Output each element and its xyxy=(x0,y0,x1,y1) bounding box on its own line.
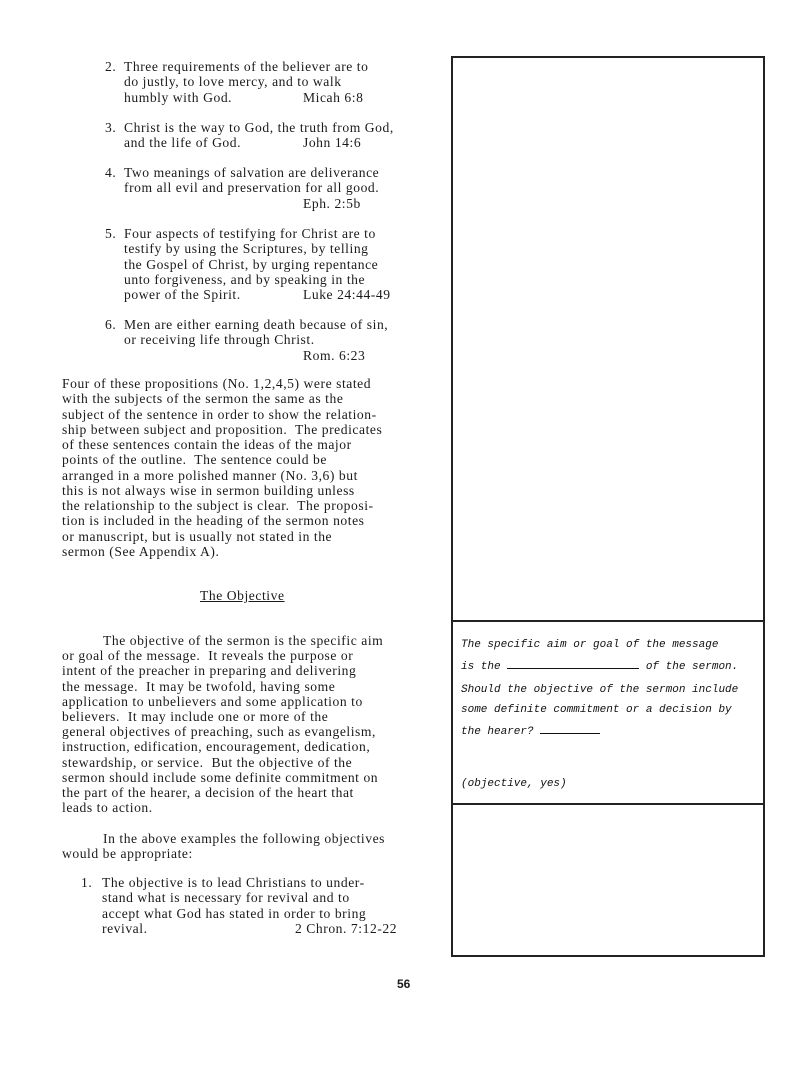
paragraph-line: ship between subject and proposition. The predicates xyxy=(62,421,383,437)
scripture-reference: John 14:6 xyxy=(303,135,362,151)
paragraph-line: intent of the preacher in preparing and delivering xyxy=(62,663,357,679)
objective-line: stand what is necessary for revival and to xyxy=(102,890,350,906)
paragraph-line: or goal of the message. It reveals the purpose or xyxy=(62,648,354,664)
paragraph-line: would be appropriate: xyxy=(62,846,193,862)
question-2-line-1: Should the objective of the sermon include xyxy=(461,684,739,696)
proposition-line: Two meanings of salvation are deliverance xyxy=(124,165,380,180)
proposition-number: 2. xyxy=(105,59,117,74)
answer-key: (objective, yes) xyxy=(461,778,567,790)
paragraph-line: subject of the sentence in order to show the relation- xyxy=(62,406,377,422)
paragraph-line: sermon (See Appendix A). xyxy=(62,543,220,559)
paragraph-line: application to unbelievers and some application to xyxy=(62,693,363,709)
paragraph-line: the message. It may be twofold, having some xyxy=(62,678,336,694)
paragraph-line: leads to action. xyxy=(62,800,153,816)
paragraph-line: believers. It may include one or more of the xyxy=(62,709,329,724)
proposition-line: unto forgiveness, and by speaking in the xyxy=(124,271,366,287)
proposition-line: Four aspects of testifying for Christ are to xyxy=(124,226,376,241)
paragraph-line: the relationship to the subject is clear. The proposi- xyxy=(62,498,374,513)
paragraph-line: this is not always wise in sermon building unless xyxy=(62,482,355,498)
q1-post: of the sermon. xyxy=(645,661,739,673)
objective-line: The objective is to lead Christians to under- xyxy=(102,875,365,890)
question-2-line-3 xyxy=(461,723,600,739)
paragraph-line: Four of these propositions (No. 1,2,4,5) were stated xyxy=(62,376,372,391)
scripture-reference: 2 Chron. 7:12-22 xyxy=(295,920,398,936)
proposition-line: the Gospel of Christ, by urging repentance xyxy=(124,256,379,272)
page-number: 56 xyxy=(397,977,411,991)
proposition-line: or receiving life through Christ. xyxy=(124,332,315,348)
paragraph-line: tion is included in the heading of the sermon notes xyxy=(62,513,365,529)
paragraph-line: with the subjects of the sermon the same as the xyxy=(62,391,344,407)
paragraph-line: arranged in a more polished manner (No. 3,6) but xyxy=(62,467,358,483)
scripture-reference: Eph. 2:5b xyxy=(303,195,361,211)
proposition-line: testify by using the Scriptures, by telling xyxy=(124,241,369,257)
q2-end: the hearer? xyxy=(461,726,534,738)
paragraph-line: sermon should include some definite commitment on xyxy=(62,769,379,785)
proposition-number: 6. xyxy=(105,317,117,332)
proposition-line: Christ is the way to God, the truth from God, xyxy=(124,120,394,135)
paragraph-line: points of the outline. The sentence could be xyxy=(62,452,327,468)
proposition-number: 4. xyxy=(105,165,117,180)
proposition-line: Men are either earning death because of sin, xyxy=(124,317,389,332)
scripture-reference: Rom. 6:23 xyxy=(303,347,366,363)
proposition-line: power of the Spirit. xyxy=(124,287,241,303)
paragraph-line: or manuscript, but is usually not stated in the xyxy=(62,528,333,544)
paragraph-line: The objective of the sermon is the specific aim xyxy=(103,633,384,648)
paragraph-line: instruction, edification, encouragement, dedication, xyxy=(62,739,371,755)
scripture-reference: Luke 24:44-49 xyxy=(303,287,391,303)
paragraph-line: the part of the hearer, a decision of the heart that xyxy=(62,785,354,800)
proposition-line: from all evil and preservation for all good. xyxy=(124,180,380,196)
box-divider xyxy=(453,803,763,805)
question-2-line-2: some definite commitment or a decision by xyxy=(461,704,732,716)
objective-line: revival. xyxy=(102,920,148,936)
box-divider xyxy=(453,620,763,622)
margin-exercise-box xyxy=(451,56,765,957)
proposition-number: 3. xyxy=(105,120,117,135)
paragraph-line: In the above examples the following objectives xyxy=(103,831,385,846)
scripture-reference: Micah 6:8 xyxy=(303,89,364,105)
paragraph-line: of these sentences contain the ideas of the major xyxy=(62,437,352,452)
question-1-line-2 xyxy=(461,658,738,674)
answer-blank xyxy=(507,658,639,669)
proposition-line: and the life of God. xyxy=(124,135,242,151)
objective-line: accept what God has stated in order to bring xyxy=(102,905,367,921)
proposition-line: humbly with God. xyxy=(124,89,233,105)
objective-number: 1. xyxy=(81,875,93,890)
paragraph-line: stewardship, or service. But the objective of the xyxy=(62,754,353,770)
question-1-line-1: The specific aim or goal of the message xyxy=(461,639,719,651)
proposition-number: 5. xyxy=(105,226,117,241)
paragraph-line: general objectives of preaching, such as evangelism, xyxy=(62,724,376,740)
proposition-line: do justly, to love mercy, and to walk xyxy=(124,74,342,90)
section-heading: The Objective xyxy=(200,588,285,603)
answer-blank xyxy=(540,723,600,734)
q1-pre: is the xyxy=(461,661,501,673)
proposition-line: Three requirements of the believer are to xyxy=(124,59,369,74)
